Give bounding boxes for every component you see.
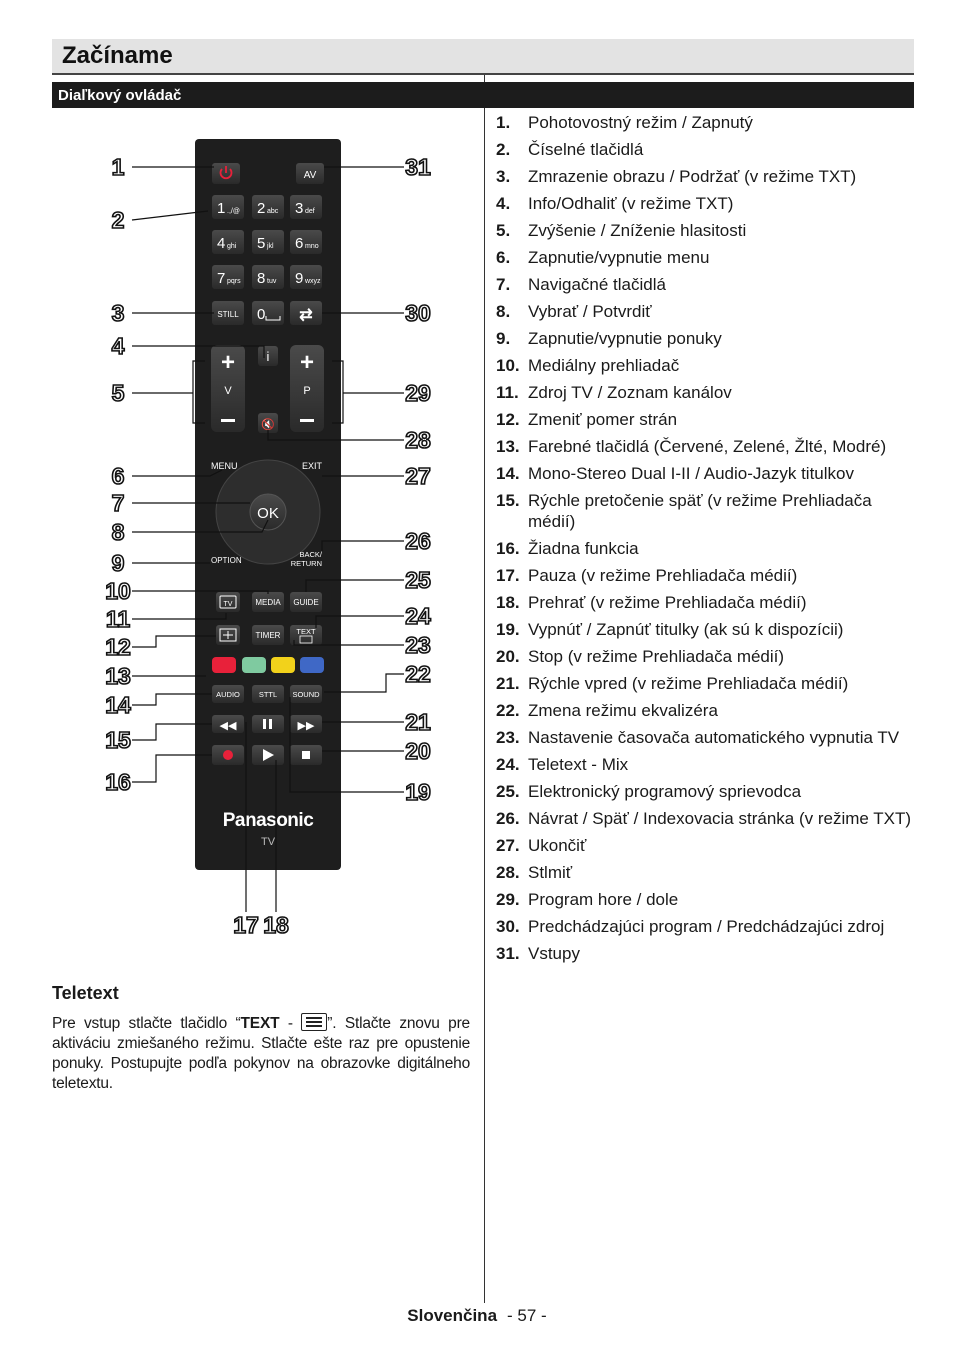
callout-number: 24 bbox=[405, 603, 431, 629]
teletext-text-mid: - bbox=[279, 1015, 302, 1032]
option-label: OPTION bbox=[211, 556, 242, 565]
feature-number: 17. bbox=[496, 566, 520, 585]
feature-item bbox=[496, 781, 916, 802]
feature-text: Stop (v režime Prehliadača médií) bbox=[528, 647, 785, 666]
feature-text: Zapnutie/vypnutie ponuky bbox=[528, 329, 722, 348]
mute-icon: 🔇 bbox=[261, 419, 275, 431]
teletext-text-key: TEXT bbox=[240, 1015, 280, 1032]
feature-number: 31. bbox=[496, 944, 520, 963]
callout-number: 8 bbox=[111, 519, 125, 545]
teletext-text-start: Pre vstup stlačte tlačidlo “ bbox=[52, 1015, 241, 1032]
feature-number: 12. bbox=[496, 410, 520, 429]
teletext-text-end: ”. Stlačte znovu pre aktiváciu zmiešaného režimu. Stlačte ešte raz pre opustenie ponuky. Postupujte podľa pokynov na obrazovke digitálneho teletextu. bbox=[52, 1015, 470, 1092]
stop-icon bbox=[302, 751, 310, 759]
feature-item bbox=[496, 193, 916, 214]
feature-number: 1. bbox=[496, 113, 511, 132]
feature-item bbox=[496, 139, 916, 160]
feature-text: Mediálny prehliadač bbox=[528, 356, 680, 375]
callout-number: 2 bbox=[111, 207, 125, 233]
feature-text: Zmeniť pomer strán bbox=[528, 410, 678, 429]
feature-item bbox=[496, 355, 916, 376]
callout-number: 3 bbox=[111, 300, 125, 326]
tv-key-label: TV bbox=[223, 601, 233, 608]
feature-item bbox=[496, 274, 916, 295]
callout-number: 9 bbox=[111, 550, 125, 576]
callout-number: 15 bbox=[105, 727, 131, 753]
digit-key-letters: wxyz bbox=[305, 278, 321, 285]
info-label: i bbox=[266, 349, 270, 364]
section-title: Diaľkový ovládač bbox=[58, 87, 182, 104]
feature-item bbox=[496, 862, 916, 883]
guide-label: GUIDE bbox=[293, 598, 319, 607]
feature-number: 11. bbox=[496, 383, 519, 402]
feature-item bbox=[496, 673, 916, 694]
feature-number: 23. bbox=[496, 728, 520, 747]
digit-key-letters: ghi bbox=[227, 243, 237, 250]
feature-number: 8. bbox=[496, 302, 511, 321]
footer-page-number: - 57 - bbox=[507, 1306, 547, 1325]
pause-button bbox=[252, 715, 284, 733]
yellow-button bbox=[271, 657, 295, 673]
feature-text: Rýchle pretočenie späť (v režime Prehliadača médií) bbox=[528, 491, 872, 531]
callout-number: 21 bbox=[405, 709, 431, 735]
callout-number: 31 bbox=[405, 154, 431, 180]
feature-item bbox=[496, 727, 916, 748]
feature-text: Návrat / Späť / Indexovacia stránka (v režime TXT) bbox=[528, 809, 912, 828]
feature-item bbox=[496, 166, 916, 187]
feature-number: 10. bbox=[496, 356, 520, 375]
feature-text: Vybrať / Potvrdiť bbox=[528, 302, 652, 321]
callout-number: 23 bbox=[405, 632, 431, 658]
callout-number: 28 bbox=[405, 427, 431, 453]
record-icon bbox=[223, 750, 233, 760]
digit-key-letters: def bbox=[305, 208, 315, 215]
callout-number: 1 bbox=[111, 154, 125, 180]
feature-text: Číselné tlačidlá bbox=[528, 140, 644, 159]
feature-number: 18. bbox=[496, 593, 520, 612]
feature-number: 24. bbox=[496, 755, 520, 774]
feature-number: 13. bbox=[496, 437, 520, 456]
feature-text: Program hore / dole bbox=[528, 890, 679, 909]
callout-number: 16 bbox=[105, 769, 131, 795]
feature-text: Prehrať (v režime Prehliadača médií) bbox=[528, 593, 807, 612]
feature-item bbox=[496, 754, 916, 775]
feature-number: 6. bbox=[496, 248, 511, 267]
feature-text: Zdroj TV / Zoznam kanálov bbox=[528, 383, 732, 402]
footer-language: Slovenčina bbox=[407, 1306, 498, 1325]
green-button bbox=[242, 657, 266, 673]
red-button bbox=[212, 657, 236, 673]
digit-key-number: 1 bbox=[217, 200, 226, 217]
digit-key-number: 9 bbox=[295, 270, 304, 287]
timer-label: TIMER bbox=[255, 631, 281, 640]
digit-key-number: 2 bbox=[257, 200, 266, 217]
feature-text: Elektronický programový sprievodca bbox=[528, 782, 802, 801]
callout-number: 5 bbox=[111, 380, 125, 406]
back-label: BACK/ bbox=[299, 550, 322, 559]
callout-number: 11 bbox=[105, 606, 131, 632]
feature-item bbox=[496, 382, 916, 403]
brand-logo: Panasonic bbox=[222, 810, 314, 831]
exit-label: EXIT bbox=[301, 461, 322, 471]
feature-item bbox=[496, 916, 916, 937]
program-plus-icon: + bbox=[299, 349, 315, 376]
feature-text: Pauza (v režime Prehliadača médií) bbox=[528, 566, 798, 585]
volume-plus-icon: + bbox=[220, 349, 236, 376]
volume-minus-icon bbox=[221, 419, 235, 422]
teletext-paragraph bbox=[52, 1013, 470, 1094]
callout-number: 27 bbox=[405, 463, 431, 489]
callout-number: 18 bbox=[263, 912, 289, 938]
callout-number: 17 bbox=[233, 912, 259, 938]
rewind-icon: ◀◀ bbox=[219, 720, 237, 732]
digit-key-number: 0 bbox=[257, 306, 266, 323]
feature-item bbox=[496, 301, 916, 322]
feature-number: 22. bbox=[496, 701, 520, 720]
program-minus-icon bbox=[300, 419, 314, 422]
feature-number: 26. bbox=[496, 809, 520, 828]
feature-list bbox=[496, 112, 916, 970]
program-label: P bbox=[303, 385, 311, 397]
still-label: STILL bbox=[217, 310, 239, 319]
feature-number: 29. bbox=[496, 890, 520, 909]
feature-item bbox=[496, 619, 916, 640]
callout-number: 6 bbox=[111, 463, 125, 489]
feature-item bbox=[496, 700, 916, 721]
feature-item bbox=[496, 889, 916, 910]
callout-number: 22 bbox=[405, 661, 431, 687]
feature-text: Navigačné tlačidlá bbox=[528, 275, 666, 294]
feature-number: 21. bbox=[496, 674, 520, 693]
callout-number: 7 bbox=[111, 490, 125, 516]
feature-text: Rýchle vpred (v režime Prehliadača médií) bbox=[528, 674, 849, 693]
callout-number: 20 bbox=[405, 738, 431, 764]
feature-text: Ukončiť bbox=[528, 836, 587, 855]
callout-number: 19 bbox=[405, 779, 431, 805]
feature-text: Stlmiť bbox=[528, 863, 573, 882]
feature-item bbox=[496, 592, 916, 613]
feature-item bbox=[496, 835, 916, 856]
callout-number: 12 bbox=[105, 634, 131, 660]
digit-key-letters: mno bbox=[305, 243, 319, 250]
av-label: AV bbox=[303, 170, 317, 181]
callout-number: 10 bbox=[105, 578, 131, 604]
callout-number: 29 bbox=[405, 380, 431, 406]
digit-key-number: 3 bbox=[295, 200, 304, 217]
callout-number: 13 bbox=[105, 663, 131, 689]
audio-label: AUDIO bbox=[216, 690, 240, 699]
teletext-icon bbox=[301, 1013, 327, 1031]
feature-text: Predchádzajúci program / Predchádzajúci zdroj bbox=[528, 917, 885, 936]
digit-key-number: 5 bbox=[257, 235, 266, 252]
page-footer bbox=[0, 1306, 954, 1326]
feature-number: 28. bbox=[496, 863, 520, 882]
feature-text: Zmrazenie obrazu / Podržať (v režime TXT) bbox=[528, 167, 857, 186]
volume-label: V bbox=[224, 385, 232, 397]
feature-number: 14. bbox=[496, 464, 520, 483]
feature-number: 7. bbox=[496, 275, 511, 294]
feature-item bbox=[496, 490, 916, 532]
callout-number: 26 bbox=[405, 528, 431, 554]
media-label: MEDIA bbox=[255, 598, 281, 607]
teletext-heading: Teletext bbox=[52, 983, 119, 1003]
feature-text: Pohotovostný režim / Zapnutý bbox=[528, 113, 753, 132]
feature-item bbox=[496, 328, 916, 349]
feature-text: Info/Odhaliť (v režime TXT) bbox=[528, 194, 734, 213]
feature-item bbox=[496, 220, 916, 241]
fast-forward-icon: ▶▶ bbox=[297, 720, 315, 732]
digit-key-letters: pqrs bbox=[227, 278, 241, 285]
feature-item bbox=[496, 646, 916, 667]
digit-key-number: 4 bbox=[217, 235, 226, 252]
feature-text: Teletext - Mix bbox=[528, 755, 629, 774]
feature-number: 3. bbox=[496, 167, 511, 186]
feature-text: Vypnúť / Zapnúť titulky (ak sú k dispozícii) bbox=[528, 620, 844, 639]
feature-text: Mono-Stereo Dual I-II / Audio-Jazyk titulkov bbox=[528, 464, 854, 483]
feature-item bbox=[496, 943, 916, 964]
feature-number: 9. bbox=[496, 329, 511, 348]
return-label: RETURN bbox=[290, 559, 322, 568]
callout-number: 30 bbox=[405, 300, 431, 326]
callout-number: 4 bbox=[111, 333, 125, 359]
feature-text: Zmena režimu ekvalizéra bbox=[528, 701, 718, 720]
digit-key-number: 6 bbox=[295, 235, 304, 252]
feature-number: 5. bbox=[496, 221, 511, 240]
ok-label: OK bbox=[257, 505, 279, 522]
feature-text: Vstupy bbox=[528, 944, 580, 963]
swap-icon: ⇄ bbox=[299, 307, 313, 324]
feature-item bbox=[496, 808, 916, 829]
feature-item bbox=[496, 463, 916, 484]
digit-key-number: 8 bbox=[257, 270, 266, 287]
feature-number: 20. bbox=[496, 647, 520, 666]
feature-text: Zapnutie/vypnutie menu bbox=[528, 248, 710, 267]
page-title: Začíname bbox=[62, 42, 173, 69]
feature-item bbox=[496, 436, 916, 457]
feature-number: 25. bbox=[496, 782, 520, 801]
digit-key-letters: tuv bbox=[267, 278, 277, 285]
feature-number: 16. bbox=[496, 539, 520, 558]
brand-sub: TV bbox=[260, 836, 276, 848]
digit-key-letters: jkl bbox=[267, 243, 274, 250]
feature-number: 15. bbox=[496, 491, 520, 510]
feature-text: Nastavenie časovača automatického vypnutia TV bbox=[528, 728, 900, 747]
feature-number: 30. bbox=[496, 917, 520, 936]
callout-number: 25 bbox=[405, 567, 431, 593]
digit-key-number: 7 bbox=[217, 270, 226, 287]
feature-item bbox=[496, 112, 916, 133]
feature-item bbox=[496, 409, 916, 430]
sttl-label: STTL bbox=[258, 690, 278, 699]
feature-number: 19. bbox=[496, 620, 520, 639]
feature-item bbox=[496, 247, 916, 268]
sound-label: SOUND bbox=[292, 690, 320, 699]
feature-text: Farebné tlačidlá (Červené, Zelené, Žlté, Modré) bbox=[528, 437, 887, 456]
text-label: TEXT bbox=[296, 627, 316, 636]
feature-text: Zvýšenie / Zníženie hlasitosti bbox=[528, 221, 747, 240]
callout-number: 14 bbox=[105, 692, 131, 718]
menu-label: MENU bbox=[211, 461, 238, 471]
blue-button bbox=[300, 657, 324, 673]
feature-item bbox=[496, 565, 916, 586]
digit-key-letters: abc bbox=[267, 208, 279, 215]
feature-number: 4. bbox=[496, 194, 511, 213]
digit-key-letters: .,/@ bbox=[227, 208, 240, 215]
feature-item bbox=[496, 538, 916, 559]
feature-number: 2. bbox=[496, 140, 511, 159]
feature-text: Žiadna funkcia bbox=[528, 539, 639, 558]
feature-number: 27. bbox=[496, 836, 520, 855]
